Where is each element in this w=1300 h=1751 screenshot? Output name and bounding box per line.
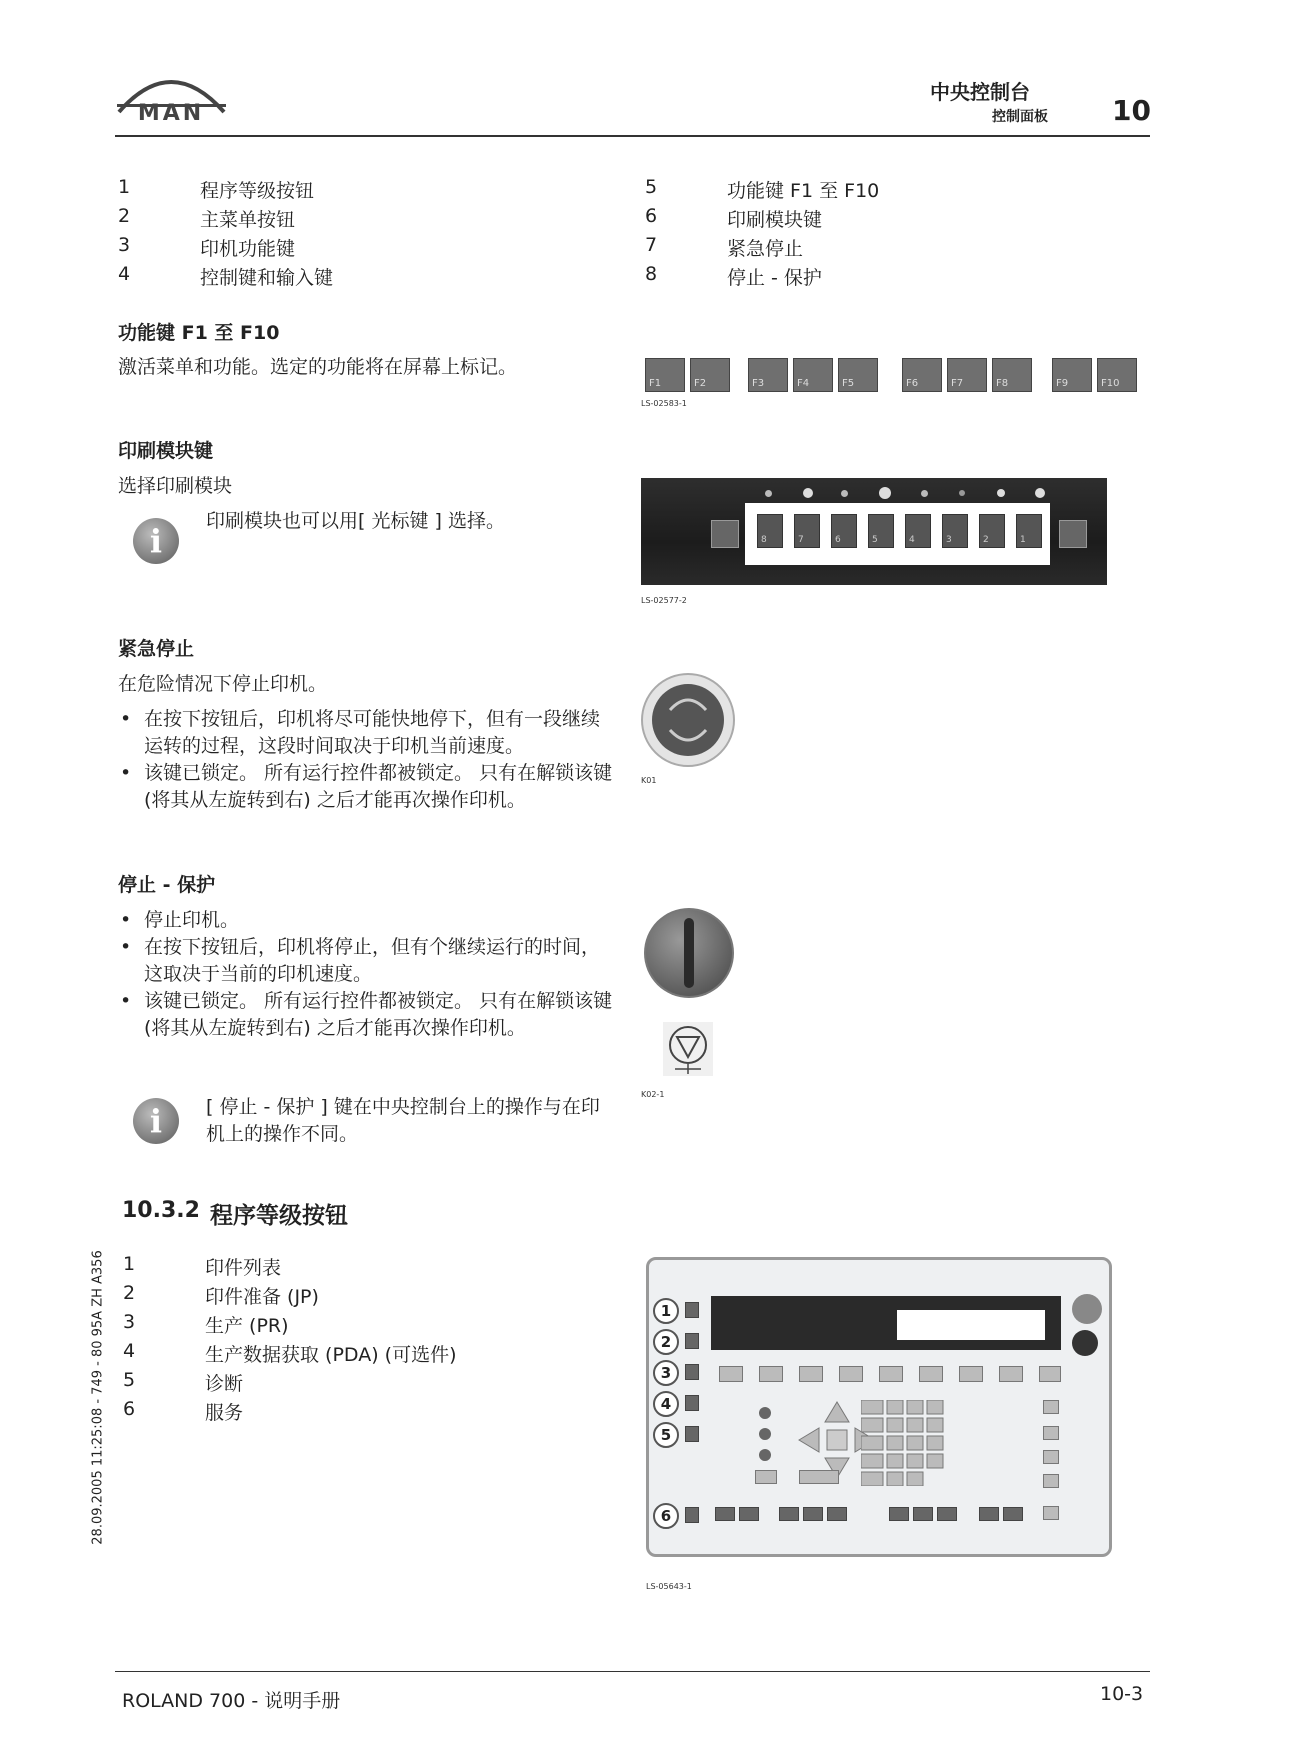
console-keypad xyxy=(861,1400,961,1486)
emergency-stop-bullets xyxy=(118,706,618,814)
legend-left xyxy=(118,176,538,292)
console-module-strip xyxy=(897,1310,1045,1340)
list-item: • 该键已锁定。 所有运行控件都被锁定。 只有在解锁该键 (将其从左旋转到右) 之后才能再次操作印机。 xyxy=(118,988,618,1042)
figure-caption: K02-1 xyxy=(641,1090,665,1099)
module-key: 4 xyxy=(905,514,931,548)
cursor-right-key xyxy=(1059,520,1087,548)
footer-left: ROLAND 700 - 说明手册 xyxy=(122,1690,341,1712)
info-icon: i xyxy=(133,1098,179,1144)
header-rule xyxy=(115,135,1150,137)
stop-safe-button-icon xyxy=(642,906,736,1000)
module-keys-heading: 印刷模块键 xyxy=(118,440,214,462)
module-keys-info: 印刷模块也可以用[ 光标键 ] 选择。 xyxy=(206,510,505,532)
brand-logo xyxy=(113,60,230,122)
list-item: • 该键已锁定。 所有运行控件都被锁定。 只有在解锁该键 (将其从左旋转到右) 之后才能再次操作印机。 xyxy=(118,760,618,814)
stop-safe-bullets xyxy=(118,907,618,1042)
list-item: • 停止印机。 xyxy=(118,907,618,934)
console-emergency-button xyxy=(1072,1294,1102,1324)
module-key: 3 xyxy=(942,514,968,548)
module-key: 7 xyxy=(794,514,820,548)
emergency-stop-button-icon xyxy=(640,672,736,768)
console-callout: 2 xyxy=(653,1329,679,1355)
list-item: 2 主菜单按钮 xyxy=(118,205,296,231)
list-item: 2 印件准备 (JP) xyxy=(123,1282,319,1308)
module-key: 1 xyxy=(1016,514,1042,548)
header-title: 中央控制台 xyxy=(930,80,1030,104)
f7-key: F7 xyxy=(947,358,987,392)
f5-key: F5 xyxy=(838,358,878,392)
section-title: 程序等级按钮 xyxy=(210,1203,348,1229)
function-keys-heading: 功能键 F1 至 F10 xyxy=(118,322,280,344)
list-item: 8 停止 - 保护 xyxy=(645,263,822,289)
module-key: 2 xyxy=(979,514,1005,548)
page-number: 10-3 xyxy=(1100,1683,1144,1705)
figure-caption: LS-02577-2 xyxy=(641,596,687,605)
list-item: 5 诊断 xyxy=(123,1369,244,1395)
cursor-left-key xyxy=(711,520,739,548)
module-keys-figure xyxy=(641,478,1107,585)
chapter-number: 10 xyxy=(1112,94,1151,127)
list-item: 1 程序等级按钮 xyxy=(118,176,315,202)
console-callout: 4 xyxy=(653,1391,679,1417)
list-item: • 在按下按钮后，印机将尽可能快地停下，但有一段继续运转的过程，这段时间取决于印机当前速度。 xyxy=(118,706,618,760)
figure-caption: K01 xyxy=(641,776,657,785)
console-callout: 6 xyxy=(653,1503,679,1529)
footer-rule xyxy=(115,1671,1150,1672)
stop-safe-symbol-icon xyxy=(663,1022,713,1076)
console-callout: 3 xyxy=(653,1360,679,1386)
legend-right xyxy=(645,176,1065,292)
margin-note: 28.09.2005 11:25:08 - 749 - 80 95A ZH A356 xyxy=(90,1250,106,1545)
list-item: 4 控制键和输入键 xyxy=(118,263,334,289)
list-item: 5 功能键 F1 至 F10 xyxy=(645,176,880,202)
console-figure xyxy=(646,1257,1112,1557)
stop-safe-info: [ 停止 - 保护 ] 键在中央控制台上的操作与在印机上的操作不同。 xyxy=(206,1096,600,1145)
list-item: 1 印件列表 xyxy=(123,1253,282,1279)
list-item: 3 生产 (PR) xyxy=(123,1311,289,1337)
console-stop-button xyxy=(1072,1330,1098,1356)
figure-caption: LS-02583-1 xyxy=(641,399,687,408)
module-key-strip xyxy=(745,503,1050,565)
figure-caption: LS-05643-1 xyxy=(646,1582,692,1591)
list-item: 4 生产数据获取 (PDA) (可选件) xyxy=(123,1340,457,1366)
info-icon: i xyxy=(133,518,179,564)
module-key: 6 xyxy=(831,514,857,548)
f8-key: F8 xyxy=(992,358,1032,392)
module-key: 8 xyxy=(757,514,783,548)
brand-logo-text: MAN xyxy=(137,101,205,122)
header-subtitle: 控制面板 xyxy=(992,109,1048,125)
f4-key: F4 xyxy=(793,358,833,392)
section-number: 10.3.2 xyxy=(122,1198,200,1223)
emergency-stop-heading: 紧急停止 xyxy=(118,638,195,660)
f2-key: F2 xyxy=(690,358,730,392)
console-callout: 1 xyxy=(653,1298,679,1324)
function-keys-text: 激活菜单和功能。选定的功能将在屏幕上标记。 xyxy=(118,356,518,378)
list-item: • 在按下按钮后，印机将停止，但有个继续运行的时间，这取决于当前的印机速度。 xyxy=(118,934,618,988)
f9-key: F9 xyxy=(1052,358,1092,392)
module-key: 5 xyxy=(868,514,894,548)
list-item: 3 印机功能键 xyxy=(118,234,296,260)
f6-key: F6 xyxy=(902,358,942,392)
emergency-stop-text: 在危险情况下停止印机。 xyxy=(118,673,328,695)
section-list xyxy=(123,1253,583,1427)
f1-key: F1 xyxy=(645,358,685,392)
console-callout: 5 xyxy=(653,1422,679,1448)
list-item: 6 服务 xyxy=(123,1398,244,1424)
stop-safe-heading: 停止 - 保护 xyxy=(118,874,216,896)
list-item: 6 印刷模块键 xyxy=(645,205,823,231)
list-item: 7 紧急停止 xyxy=(645,234,804,260)
module-keys-text: 选择印刷模块 xyxy=(118,475,233,497)
f10-key: F10 xyxy=(1097,358,1137,392)
f3-key: F3 xyxy=(748,358,788,392)
